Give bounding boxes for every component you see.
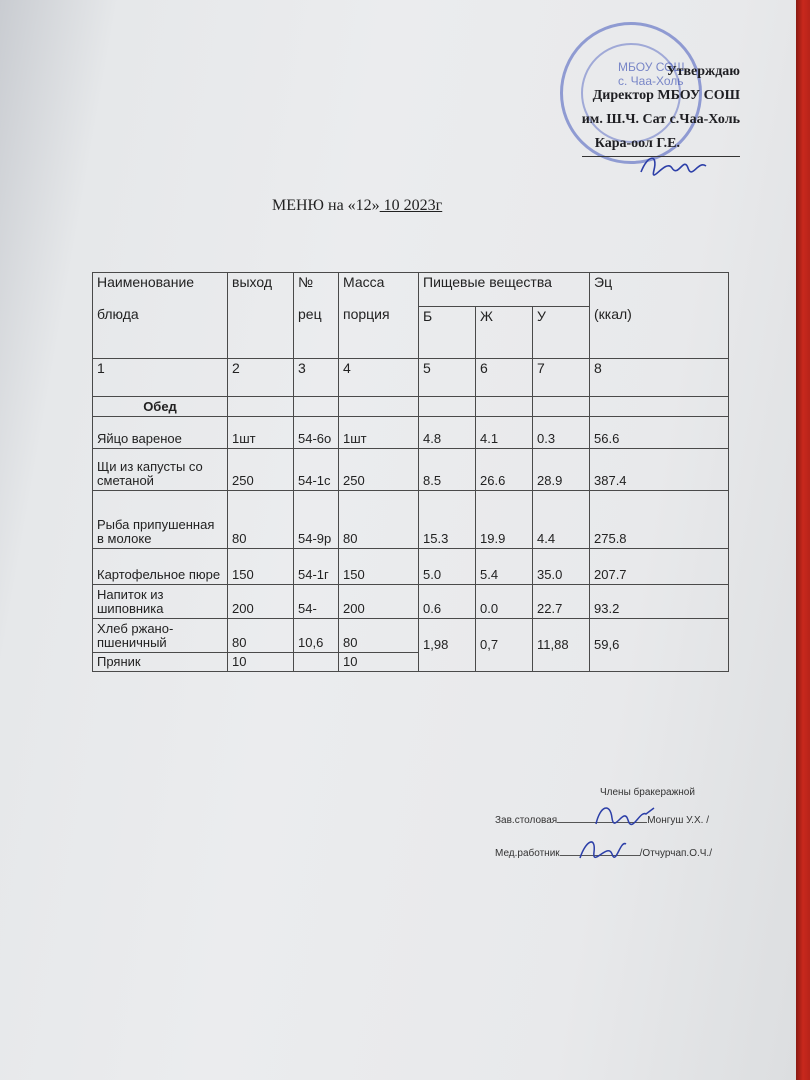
- director-signature: [636, 150, 716, 180]
- approval-line-1: Утверждаю: [666, 64, 740, 79]
- approval-block: [582, 60, 740, 157]
- menu-title-date: 10 2023г: [379, 197, 443, 214]
- table-row-bread: Хлеб ржано-пшеничный 80 10,6 80 1,98 0,7 11,88 59,6: [93, 619, 729, 653]
- approval-line-2: Директор МБОУ СОШ: [592, 88, 740, 103]
- header-fats: Ж: [476, 307, 533, 359]
- column-numbers-row: 1 2 3 4 5 6 7 8: [93, 359, 729, 397]
- stamp-text: МБОУ СОШ с. Чаа-Холь: [618, 60, 685, 88]
- header-recipe: № рец: [294, 273, 339, 359]
- approval-line-4: Кара-оол Г.Е.: [582, 132, 740, 157]
- commission-line-1: Зав.столовая Монгуш У.Х. /: [495, 815, 709, 826]
- commission-title: Члены бракеражной: [600, 787, 695, 798]
- header-name: Наименование блюда: [93, 273, 228, 359]
- red-background-edge: [796, 0, 810, 1080]
- table-row: Напиток из шиповника 200 54- 200 0.6 0.0 22.7 93.2: [93, 585, 729, 619]
- table-row: Картофельное пюре 150 54-1г 150 5.0 5.4 35.0 207.7: [93, 549, 729, 585]
- header-output: выход: [228, 273, 294, 359]
- menu-table: [92, 272, 729, 672]
- header-energy: Эц (ккал): [590, 273, 729, 359]
- header-carbs: У: [533, 307, 590, 359]
- header-mass: Масса порция: [339, 273, 419, 359]
- section-title: Обед: [93, 397, 228, 417]
- table-row-cake: Пряник 10 10: [93, 653, 729, 672]
- section-row: [93, 397, 729, 417]
- commission-line-2: Мед.работник /Отчурчап.О.Ч./: [495, 848, 712, 859]
- approval-line-3: им. Ш.Ч. Сат с.Чаа-Холь: [581, 112, 740, 127]
- table-row: Яйцо вареное 1шт 54-6о 1шт 4.8 4.1 0.3 56.6: [93, 417, 729, 449]
- table-row: Рыба припушенная в молоке 80 54-9р 80 15.3 19.9 4.4 275.8: [93, 491, 729, 549]
- medic-signature: [572, 832, 632, 864]
- menu-title-prefix: МЕНЮ на «12»: [272, 197, 380, 214]
- header-proteins: Б: [419, 307, 476, 359]
- cook-signature: [590, 800, 660, 830]
- table-row: Щи из капусты со сметаной 250 54-1с 250 8.5 26.6 28.9 387.4: [93, 449, 729, 491]
- header-nutrients: Пищевые вещества: [419, 273, 590, 307]
- menu-title: [272, 197, 442, 215]
